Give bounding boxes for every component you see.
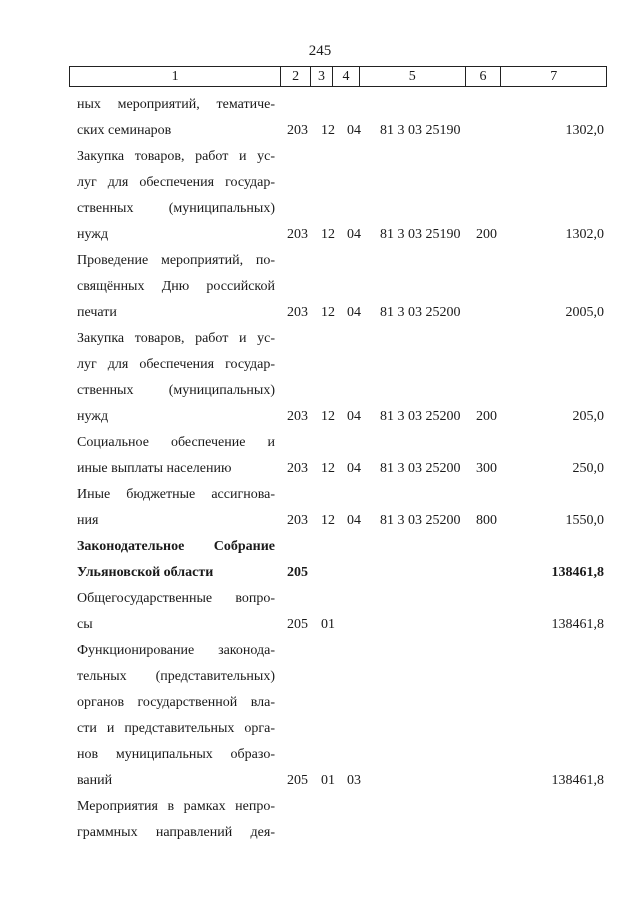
header-col-1: 1 xyxy=(70,67,281,86)
item-name-text: Проведение мероприятий, по- xyxy=(77,253,275,268)
table-row xyxy=(0,692,640,714)
code-ministry: 203 xyxy=(287,123,308,138)
code-ministry: 203 xyxy=(287,409,308,424)
item-name-text: граммных направлений дея- xyxy=(77,825,275,840)
code-subsection: 03 xyxy=(347,773,361,788)
table-row xyxy=(0,744,640,766)
item-name-text: луг для обеспечения государ- xyxy=(77,357,275,372)
code-ministry: 205 xyxy=(287,565,308,580)
table-row xyxy=(0,796,640,818)
code-section: 12 xyxy=(321,409,335,424)
item-name-text: ственных (муниципальных) xyxy=(77,201,275,216)
table-row xyxy=(0,458,640,480)
code-subsection: 04 xyxy=(347,227,361,242)
header-col-5: 5 xyxy=(360,67,466,86)
item-name-text: Ульяновской области xyxy=(77,565,214,580)
table-row xyxy=(0,666,640,688)
code-target-article: 81 3 03 25200 xyxy=(380,305,461,320)
item-name-text: сти и представительных орга- xyxy=(77,721,275,736)
code-target-article: 81 3 03 25190 xyxy=(380,227,461,242)
item-name-text: тельных (представительных) xyxy=(77,669,275,684)
item-name-text: Функционирование законода- xyxy=(77,643,275,658)
item-name-text: Закупка товаров, работ и ус- xyxy=(77,149,275,164)
table-row xyxy=(0,302,640,324)
item-name-text: ваний xyxy=(77,773,113,788)
code-expense-type: 200 xyxy=(476,227,497,242)
amount: 1302,0 xyxy=(565,227,604,242)
table-row xyxy=(0,354,640,376)
code-expense-type: 200 xyxy=(476,409,497,424)
amount: 205,0 xyxy=(572,409,604,424)
table-row xyxy=(0,406,640,428)
code-ministry: 205 xyxy=(287,617,308,632)
item-name-text: ных мероприятий, тематиче- xyxy=(77,97,275,112)
table-row xyxy=(0,432,640,454)
table-row xyxy=(0,172,640,194)
code-ministry: 203 xyxy=(287,305,308,320)
code-subsection: 04 xyxy=(347,305,361,320)
table-row xyxy=(0,822,640,844)
code-subsection: 04 xyxy=(347,409,361,424)
code-expense-type: 300 xyxy=(476,461,497,476)
code-section: 12 xyxy=(321,305,335,320)
table-row xyxy=(0,640,640,662)
header-col-2: 2 xyxy=(281,67,311,86)
table-row xyxy=(0,198,640,220)
header-col-6: 6 xyxy=(466,67,502,86)
item-name-text: Мероприятия в рамках непро- xyxy=(77,799,275,814)
code-section: 12 xyxy=(321,227,335,242)
amount: 138461,8 xyxy=(551,565,604,580)
amount: 138461,8 xyxy=(551,773,604,788)
item-name-text: свящённых Дню российской xyxy=(77,279,275,294)
code-section: 12 xyxy=(321,513,335,528)
item-name-text: Законодательное Собрание xyxy=(77,539,275,554)
table-row xyxy=(0,484,640,506)
item-name-text: нужд xyxy=(77,227,109,242)
table-row xyxy=(0,328,640,350)
code-expense-type: 800 xyxy=(476,513,497,528)
item-name-text: Закупка товаров, работ и ус- xyxy=(77,331,275,346)
code-section: 12 xyxy=(321,123,335,138)
code-subsection: 04 xyxy=(347,123,361,138)
code-target-article: 81 3 03 25200 xyxy=(380,409,461,424)
code-ministry: 203 xyxy=(287,513,308,528)
table-row xyxy=(0,146,640,168)
table-row xyxy=(0,224,640,246)
amount: 138461,8 xyxy=(551,617,604,632)
code-ministry: 205 xyxy=(287,773,308,788)
item-name-text: ния xyxy=(77,513,99,528)
code-section: 12 xyxy=(321,461,335,476)
item-name-text: ских семинаров xyxy=(77,123,172,138)
table-header xyxy=(69,66,607,87)
code-ministry: 203 xyxy=(287,461,308,476)
amount: 250,0 xyxy=(572,461,604,476)
amount: 1302,0 xyxy=(565,123,604,138)
table-row xyxy=(0,614,640,636)
amount: 1550,0 xyxy=(565,513,604,528)
item-name-text: печати xyxy=(77,305,117,320)
item-name-text: органов государственной вла- xyxy=(77,695,275,710)
item-name-text: ственных (муниципальных) xyxy=(77,383,275,398)
code-section: 01 xyxy=(321,617,335,632)
header-col-3: 3 xyxy=(311,67,333,86)
table-row xyxy=(0,588,640,610)
table-row xyxy=(0,562,640,584)
item-name-text: Иные бюджетные ассигнова- xyxy=(77,487,275,502)
table-row xyxy=(0,536,640,558)
table-row xyxy=(0,120,640,142)
table-row xyxy=(0,510,640,532)
item-name-text: нужд xyxy=(77,409,109,424)
code-section: 01 xyxy=(321,773,335,788)
table-row xyxy=(0,380,640,402)
code-target-article: 81 3 03 25200 xyxy=(380,513,461,528)
item-name-text: нов муниципальных образо- xyxy=(77,747,275,762)
table-row xyxy=(0,276,640,298)
code-ministry: 203 xyxy=(287,227,308,242)
code-target-article: 81 3 03 25190 xyxy=(380,123,461,138)
item-name-text: сы xyxy=(77,617,93,632)
item-name-text: иные выплаты населению xyxy=(77,461,232,476)
code-subsection: 04 xyxy=(347,461,361,476)
table-row xyxy=(0,250,640,272)
header-col-7: 7 xyxy=(550,69,558,84)
code-target-article: 81 3 03 25200 xyxy=(380,461,461,476)
table-row xyxy=(0,94,640,116)
code-subsection: 04 xyxy=(347,513,361,528)
header-col-4: 4 xyxy=(333,67,360,86)
table-row xyxy=(0,718,640,740)
amount: 2005,0 xyxy=(565,305,604,320)
item-name-text: луг для обеспечения государ- xyxy=(77,175,275,190)
table-row xyxy=(0,770,640,792)
item-name-text: Общегосударственные вопро- xyxy=(77,591,275,606)
page-number: 245 xyxy=(308,43,332,59)
item-name-text: Социальное обеспечение и xyxy=(77,435,275,450)
